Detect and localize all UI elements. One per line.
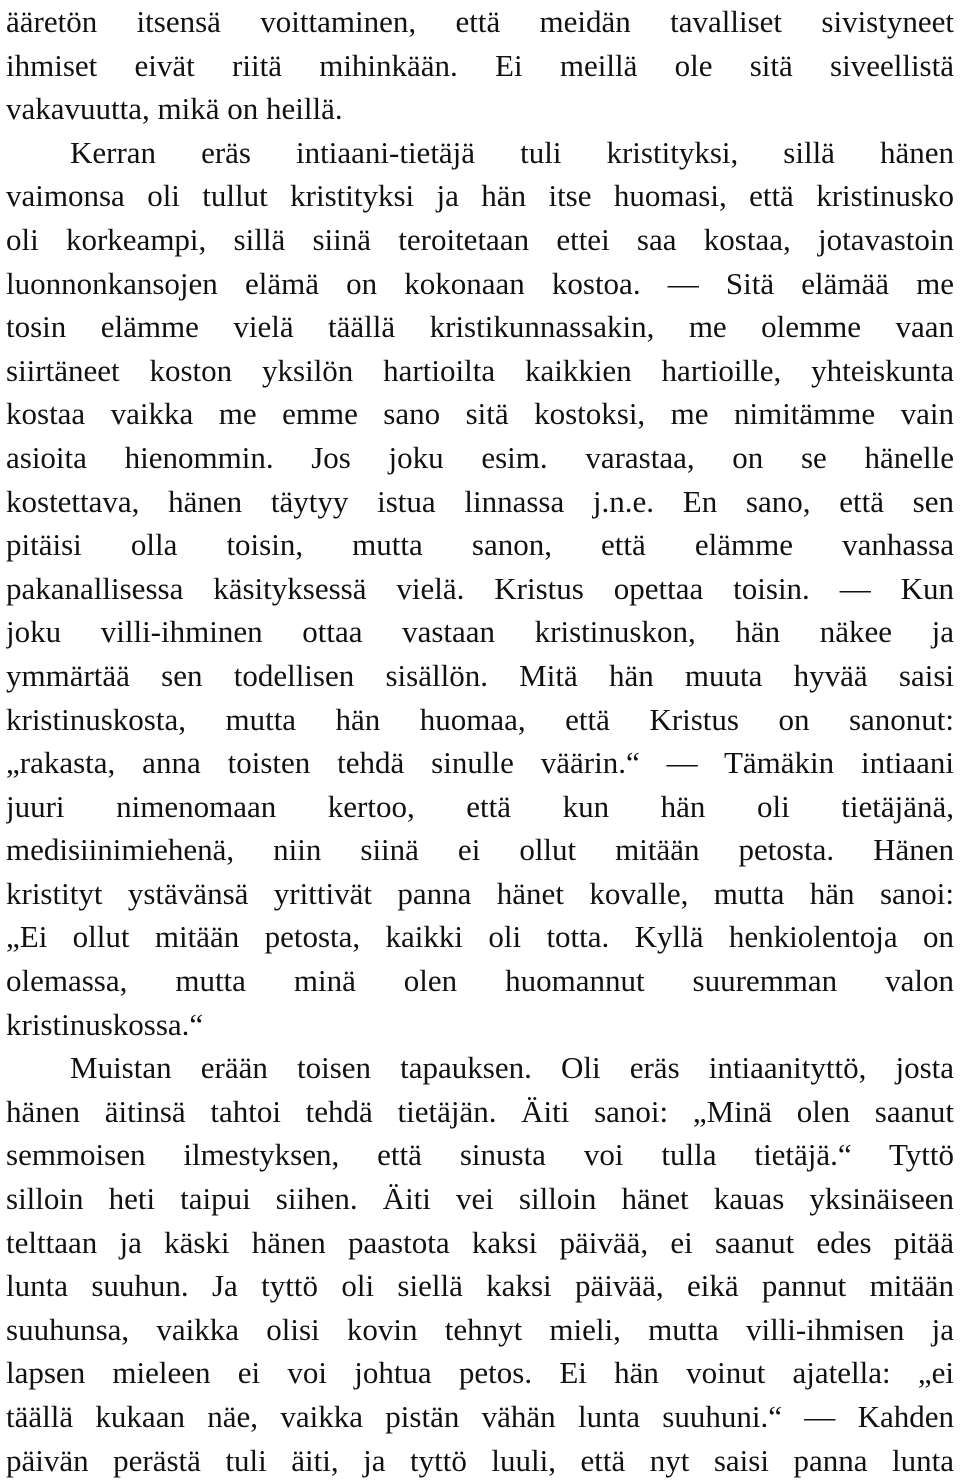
text-line: suuhunsa, vaikka olisi kovin tehnyt mieli, mutta villi-ihmisen ja: [6, 1311, 954, 1347]
text-line: hänen äitinsä tahtoi tehdä tietäjän. Äiti sanoi: „Minä olen saanut: [6, 1093, 954, 1129]
text-line: pakanallisessa käsityksessä vielä. Kristus opettaa toisin. — Kun: [6, 570, 954, 606]
text-line: olemassa, mutta minä olen huomannut suuremman valon: [6, 963, 954, 999]
text-line: kristinuskossa.“: [6, 1006, 204, 1042]
text-line: ääretön itsensä voittaminen, että meidän tavalliset sivistyneet: [6, 4, 954, 39]
text-line: joku villi-ihminen ottaa vastaan kristinuskon, hän näkee ja: [6, 614, 954, 650]
text-line: tosin elämme vielä täällä kristikunnassakin, me olemme vaan: [6, 309, 954, 345]
text-line: kristityt ystävänsä yrittivät panna hänet kovalle, mutta hän sanoi:: [6, 875, 954, 911]
text-line: silloin heti taipui siihen. Äiti vei silloin hänet kauas yksinäiseen: [6, 1181, 954, 1217]
text-line: ihmiset eivät riitä mihinkään. Ei meillä ole sitä siveellistä: [6, 47, 954, 83]
text-line: kostaa vaikka me emme sano sitä kostoksi, me nimitämme vain: [6, 396, 954, 432]
text-line: kostettava, hänen täytyy istua linnassa j.n.e. En sano, että sen: [6, 483, 954, 519]
text-line: päivän perästä tuli äiti, ja tyttö luuli, että nyt saisi panna lunta: [6, 1442, 954, 1478]
text-line: pitäisi olla toisin, mutta sanon, että elämme vanhassa: [6, 527, 954, 563]
text-line: kristinuskosta, mutta hän huomaa, että Kristus on sanonut:: [6, 701, 954, 737]
text-line: juuri nimenomaan kertoo, että kun hän oli tietäjänä,: [6, 788, 954, 824]
text-line: vakavuutta, mikä on heillä.: [6, 91, 343, 127]
text-line: „Ei ollut mitään petosta, kaikki oli totta. Kyllä henkiolentoja on: [6, 919, 954, 955]
text-line: lunta suuhun. Ja tyttö oli siellä kaksi päivää, eikä pannut mitään: [6, 1268, 954, 1304]
text-line: ymmärtää sen todellisen sisällön. Mitä hän muuta hyvää saisi: [6, 657, 954, 693]
text-line: siirtäneet koston yksilön hartioilta kaikkien hartioille, yhteiskunta: [6, 352, 954, 388]
text-line: asioita hienommin. Jos joku esim. varastaa, on se hänelle: [6, 439, 954, 475]
text-line: vaimonsa oli tullut kristityksi ja hän itse huomasi, että kristinusko: [6, 178, 954, 214]
text-line: täällä kukaan näe, vaikka pistän vähän lunta suuhuni.“ — Kahden: [6, 1399, 954, 1434]
text-line: oli korkeampi, sillä siinä teroitetaan ettei saa kostaa, jotavastoin: [6, 221, 954, 257]
text-line: luonnonkansojen elämä on kokonaan kostoa. — Sitä elämää me: [6, 265, 954, 301]
text-line: „rakasta, anna toisten tehdä sinulle väärin.“ — Tämäkin intiaani: [6, 745, 954, 781]
text-line: medisiinimiehenä, niin siinä ei ollut mitään petosta. Hänen: [6, 832, 954, 868]
text-line: Muistan erään toisen tapauksen. Oli eräs intiaanityttö, josta: [70, 1050, 954, 1086]
text-line: telttaan ja käski hänen paastota kaksi päivää, ei saanut edes pitää: [6, 1224, 954, 1260]
text-line: semmoisen ilmestyksen, että sinusta voi tulla tietäjä.“ Tyttö: [6, 1137, 954, 1173]
document-page: [6, 0, 954, 1482]
text-line: lapsen mieleen ei voi johtua petos. Ei hän voinut ajatella: „ei: [6, 1355, 954, 1391]
text-line: Kerran eräs intiaani-tietäjä tuli kristityksi, sillä hänen: [70, 134, 954, 170]
